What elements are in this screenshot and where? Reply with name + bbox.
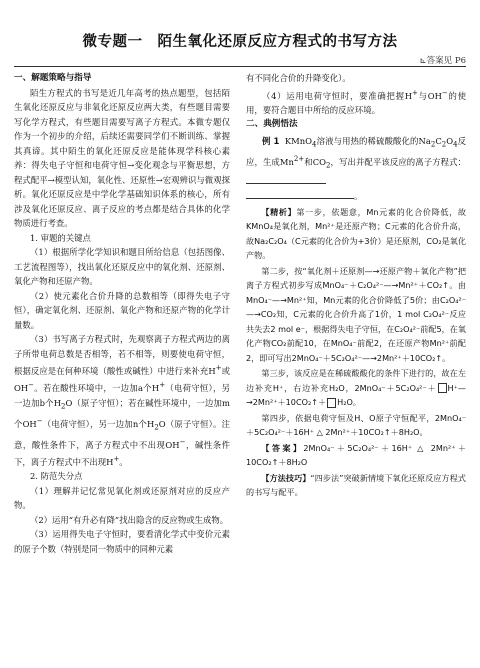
section-heading-examples: 二、典例悟法 xyxy=(246,119,298,130)
answer-blank-2[interactable] xyxy=(246,188,354,199)
keypoint-2: （2）使元素化合价升降的总数相等（即得失电子守恒），确定氧化剂、还原剂、氧化产物和还原产物的化学计量数。 xyxy=(14,290,230,330)
page-title: 微专题一 陌生氧化还原反应方程式的书写方法 xyxy=(82,34,398,50)
method-tip: 【方法技巧】“四步法”突破新情境下氧化还原反应方程式的书写与配平。 xyxy=(246,472,466,498)
analysis-step-1: 【精析】第一步，依题意，Mn元素的化合价降低，故KMnO₄是氧化剂，Mn²⁺是还原产物；C元素的化合价升高，故Na₂C₂O₄（C元素的化合价为+3价）是还原剂，CO₂是氧化产物。 xyxy=(246,206,466,261)
pitfall-4: （4）运用电荷守恒时，要准确把握H+与OH−的使用，要符合题目中所给的反应环境。 xyxy=(246,88,467,115)
pitfall-3-continued: 有不同化合价的升降变化）。 xyxy=(246,73,351,83)
blank-box xyxy=(327,398,336,408)
pitfall-3: （3）运用得失电子守恒时，要看清化学式中变价元素的原子个数（特别是同一物质中的同种元素 xyxy=(14,529,230,554)
answer-blank[interactable] xyxy=(246,173,326,184)
keypoint-1: （1）根据所学化学知识和题目所给信息（包括图像、工艺流程图等），找出氧化还原反应中的氧化剂、还原剂、氧化产物和还原产物。 xyxy=(14,247,230,286)
right-column xyxy=(246,71,466,500)
pitfall-2: （2）运用“有升必有降”找出隐含的反应物或生成物。 xyxy=(29,514,229,525)
blank-box xyxy=(438,383,447,393)
analysis-step-2: 第二步，按“氧化剂＋还原剂—→还原产物＋氧化产物”把离子方程式初步写成MnO₄⁻＋C₂O₄²⁻—→Mn²⁺＋CO₂↑。由MnO₄⁻—→Mn²⁺知，Mn元素的化合价降低了5价；由C₂O₄²⁻—→CO₂知，C元素的化合价升高了1价，1 mol C₂O₄²⁻反应共失去2 mol e⁻，根据得失电子守恒，在C₂O₄²⁻前配5，在氧化产物CO₂前配10，在MnO₄⁻前配2，在还原产物Mn²⁺前配2，即可写出2MnO₄⁻＋5C₂O₄²⁻—→2Mn²⁺＋10CO₂↑。 xyxy=(246,265,466,363)
intro-paragraph: 陌生方程式的书写是近几年高考的热点题型，包括陌生氧化还原反应与非氧化还原反应两大类，有些题目需要写化学方程式，有些题目需要写离子方程式。本微专题仅作为一个初步的介绍，后续还需要同学们不断训练、掌握其真谛。其中陌生的氧化还原反应是能体现学科核心素养：得失电子守恒和电荷守恒→变化观念与平衡思想，方程式配平→模型认知，氧化性、还原性→宏观辨识与微观探析。氧化还原反应是中学化学基础知识体系的核心，所有涉及氧化还原反应、离子反应的考点都是结合具体的化学物质进行考查。 xyxy=(14,87,230,228)
answer-line: 【答案】2MnO₄⁻＋5C₂O₄²⁻＋16H⁺ △ 2Mn²⁺＋10CO₂↑＋8H₂O xyxy=(246,442,466,468)
keypoint-3: （3）书写离子方程式时，先观察离子方程式两边的离子所带电荷总数是否相等，若不相等，则要使电荷守恒，根据反应是在何种环境（酸性或碱性）中进行来补充H+或OH−。若在酸性环境中，一边加a个H+（电荷守恒），另一边加b个$H_2O$（原子守恒）；若在碱性环境中，一边加m个OH−（电荷守恒），另一边加n个$H_2O$（原子守恒）。注意，酸性条件下，离子方程式中不出现OH−，碱性条件下，离子方程式中不出现H+。 xyxy=(14,334,231,467)
subsection-title-pitfalls: 2. 防范失分点 xyxy=(29,471,83,482)
analysis-step-4: 第四步，依据电荷守恒及H、O原子守恒配平，2MnO₄⁻＋5C₂O₄²⁻＋16H⁺ △ 2Mn²⁺＋10CO₂↑＋8H₂O。 xyxy=(246,412,466,438)
analysis-step-3: 第三步，该反应是在稀硫酸酸化的条件下进行的，故在左边补充H⁺，右边补充H₂O，2MnO₄⁻＋5C₂O₄²⁻＋ H⁺—→2Mn²⁺＋10CO₂↑＋ H₂O。 xyxy=(246,368,466,408)
title-divider xyxy=(14,66,466,67)
subsection-title-keypoints: 1. 审题的关键点 xyxy=(29,232,91,243)
section-heading-strategy: 一、解题策略与指导 xyxy=(14,73,92,83)
left-column xyxy=(14,71,230,556)
pitfall-1: （1）理解并记忆常见氧化剂或还原剂对应的反应产物。 xyxy=(14,485,230,511)
example-1-question: 例 1 KMnO$_4$溶液与用热的稀硫酸酸化的$Na_2C_2O_4$反应，生成$Mn^{2+}$和$CO_2$，写出并配平该反应的离子方程式： 。 xyxy=(246,135,467,202)
answer-reference: ⊾答案见 P6 xyxy=(419,56,466,66)
